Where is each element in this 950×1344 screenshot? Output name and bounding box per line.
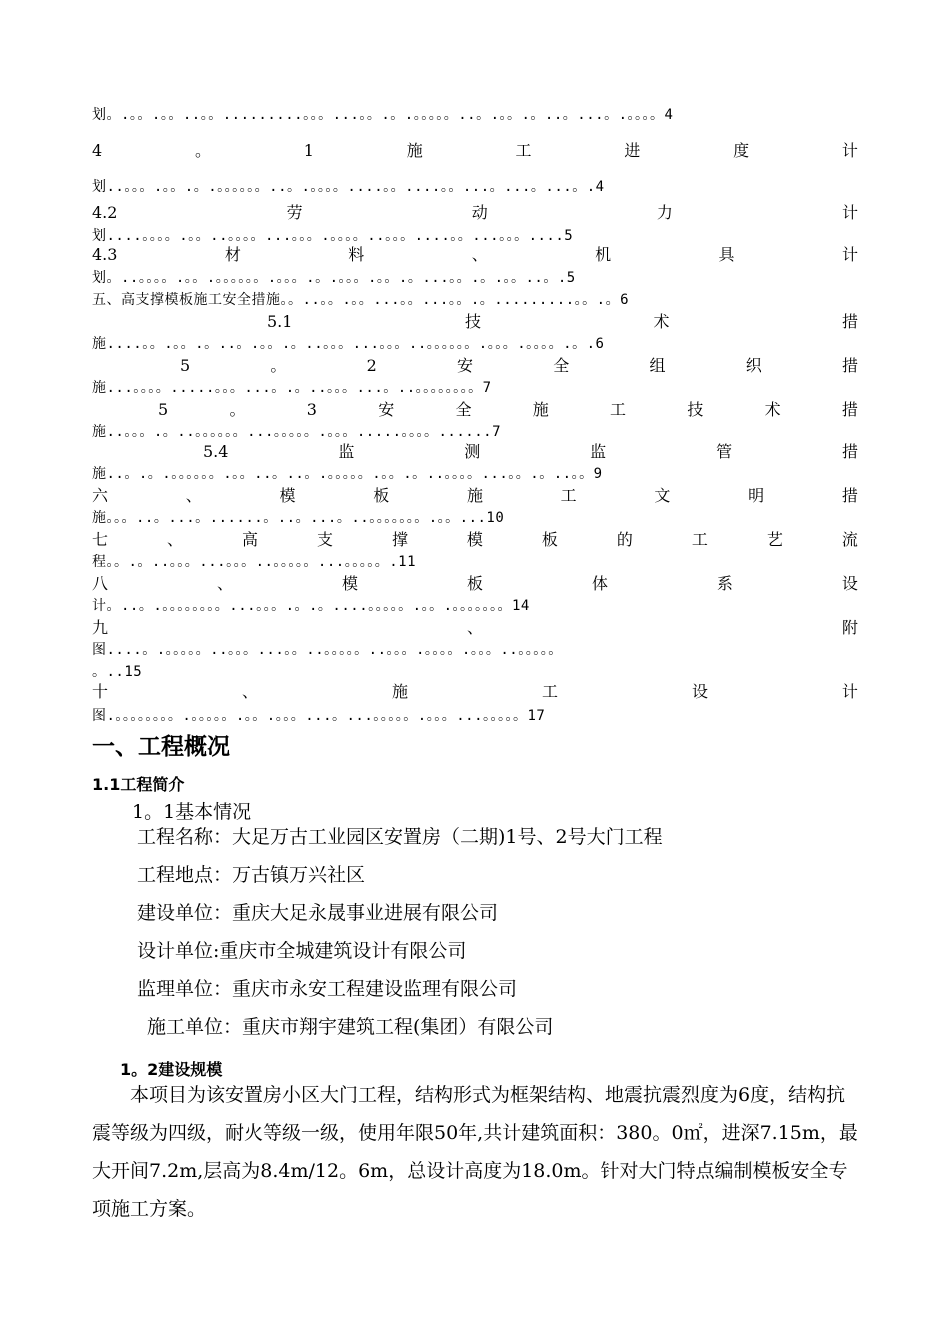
toc-leader-line: 图.。。。。。。。。.。。。。。.。。.。。。...。...。。。。。.。。。...。。。。。17 <box>92 708 546 724</box>
toc-word: 附 <box>841 618 858 637</box>
project-name: 工程名称：大足万古工业园区安置房（二期)1号、2号大门工程 <box>137 826 663 848</box>
toc-word: 、 <box>216 574 233 593</box>
toc-heading-row <box>92 203 858 223</box>
toc-word: 全 <box>455 400 472 419</box>
toc-word: 5 <box>158 400 169 419</box>
toc-word: 、 <box>466 618 483 637</box>
toc-word: 、 <box>166 530 183 549</box>
toc-word: 流 <box>841 530 858 549</box>
toc-word: 安 <box>378 400 395 419</box>
toc-word: 计 <box>841 245 858 264</box>
supervision-unit: 监理单位：重庆市永安工程建设监理有限公司 <box>137 978 518 1000</box>
toc-word: 板 <box>541 530 558 549</box>
toc-word: 施 <box>391 682 408 701</box>
basic-info-title: 1。1基本情况 <box>132 801 252 823</box>
toc-word: 劳 <box>286 203 303 222</box>
toc-word: 4.3 <box>92 245 118 264</box>
toc-word: 。 <box>194 141 211 160</box>
toc-word: 高 <box>241 530 258 549</box>
scale-paragraph: 本项目为该安置房小区大门工程，结构形式为框架结构、地震抗震烈度为6度，结构抗震等级为四级，耐火等级一级，使用年限50年,共计建筑面积：380。0㎡，进深7.15m，最大开间7.2m,层高为8.4m/12。6m，总设计高度为18.0m。针对大门特点编制模板安全专项施工方案。 <box>92 1084 858 1220</box>
toc-word: 工 <box>610 400 627 419</box>
toc-word: 措 <box>841 312 858 331</box>
toc-word: 安 <box>457 356 474 375</box>
toc-word: 技 <box>464 312 481 331</box>
toc-word: 体 <box>591 574 608 593</box>
toc-word: 十 <box>92 682 109 701</box>
toc-word: 1 <box>303 141 314 160</box>
project-location: 工程地点：万古镇万兴社区 <box>137 864 366 886</box>
toc-word: 施 <box>466 486 483 505</box>
subsection-title-1-1: 1.1工程简介 <box>92 775 185 794</box>
toc-word: 具 <box>718 245 735 264</box>
toc-leader-line: 划。.。。.。。..。。.........。。。...。。.。.。。。。。..。.。。.。..。...。.。。。。4 <box>92 107 674 123</box>
toc-leader-line: 程。。.。..。。。...。。。..。。。。。...。。。。。.11 <box>92 554 417 570</box>
toc-word: 模 <box>466 530 483 549</box>
toc-word: 4.2 <box>92 203 118 222</box>
toc-word: 料 <box>348 245 365 264</box>
design-unit: 设计单位:重庆市全城建筑设计有限公司 <box>137 940 467 962</box>
toc-word: 板 <box>373 486 390 505</box>
toc-word: 全 <box>553 356 570 375</box>
toc-word: 5.1 <box>267 312 293 331</box>
toc-word: 材 <box>224 245 241 264</box>
construction-unit: 建设单位：重庆大足永晟事业进展有限公司 <box>137 902 499 924</box>
toc-leader-line: 五、高支撑模板施工安全措施。。..。。.。。...。。...。。.。.........。。.。6 <box>92 292 630 308</box>
toc-word: 系 <box>716 574 733 593</box>
toc-heading-row <box>92 486 858 506</box>
toc-leader-line: 划。..。。。。.。。.。。。。。。.。。。.。.。。。.。。.。...。。.。.。。..。.5 <box>92 270 576 286</box>
toc-word: 工 <box>515 141 532 160</box>
toc-leader-line: 施...。。。。.....。。。...。.。..。。。...。..。。。。。。。。7 <box>92 380 492 396</box>
toc-word: 的 <box>616 530 633 549</box>
toc-word: 板 <box>466 574 483 593</box>
toc-word: 2 <box>366 356 377 375</box>
toc-leader-line: 施..。.。.。。。。。。.。。..。..。.。。。。。.。。.。..。。。。...。。.。..。。9 <box>92 466 603 482</box>
toc-word: 措 <box>841 356 858 375</box>
toc-word: 设 <box>841 574 858 593</box>
toc-heading-row <box>92 530 858 550</box>
toc-leader-line: 计。..。.。。。。。。。。...。。。.。.。....。。。。。.。。.。。。。。。。14 <box>92 598 530 614</box>
toc-word: 力 <box>656 203 673 222</box>
toc-word: 组 <box>649 356 666 375</box>
toc-word: 动 <box>471 203 488 222</box>
toc-heading-row <box>92 682 858 702</box>
toc-word: 计 <box>841 141 858 160</box>
toc-leader-line: 划....。。。。.。。..。。。。...。。。.。。。。..。。。....。。...。。。....5 <box>92 228 574 244</box>
toc-heading-row <box>92 141 858 161</box>
toc-word: 进 <box>624 141 641 160</box>
toc-word: 计 <box>841 682 858 701</box>
toc-word: 技 <box>687 400 704 419</box>
toc-word: 计 <box>841 203 858 222</box>
toc-word: 六 <box>92 486 109 505</box>
toc-leader-line: 划..。。。.。。.。.。。。。。。..。.。。。。....。。....。。...。...。...。.4 <box>92 179 605 195</box>
toc-word: 。 <box>270 356 287 375</box>
toc-heading-row <box>92 618 858 638</box>
toc-heading-row <box>92 574 858 594</box>
toc-word: 监 <box>338 442 355 461</box>
toc-word: 八 <box>92 574 109 593</box>
subsection-title-1-2: 1。2建设规模 <box>120 1060 223 1079</box>
toc-word: 织 <box>745 356 762 375</box>
toc-word: 、 <box>241 682 258 701</box>
toc-word: 文 <box>654 486 671 505</box>
toc-word: 施 <box>532 400 549 419</box>
toc-word: 术 <box>653 312 670 331</box>
toc-leader-line: 。..15 <box>92 664 143 680</box>
toc-word: 测 <box>464 442 481 461</box>
toc-word: 支 <box>316 530 333 549</box>
toc-word: 、 <box>471 245 488 264</box>
toc-word: 措 <box>841 486 858 505</box>
toc-word: 工 <box>560 486 577 505</box>
toc-word: 机 <box>595 245 612 264</box>
section-title: 一、工程概况 <box>92 734 230 760</box>
toc-leader-line: 施。。。..。...。......。..。...。..。。。。。。。.。。...10 <box>92 510 505 526</box>
toc-word: 施 <box>406 141 423 160</box>
toc-word: 模 <box>279 486 296 505</box>
toc-word: 5.4 <box>203 442 229 461</box>
toc-word: 设 <box>691 682 708 701</box>
toc-word: 术 <box>764 400 781 419</box>
toc-word: 4 <box>92 141 103 160</box>
toc-word: 5 <box>180 356 191 375</box>
toc-word: 管 <box>716 442 733 461</box>
toc-heading-row <box>92 356 858 376</box>
toc-word: 七 <box>92 530 109 549</box>
toc-word: 3 <box>306 400 317 419</box>
toc-word: 艺 <box>766 530 783 549</box>
toc-word: 明 <box>748 486 765 505</box>
toc-word: 监 <box>590 442 607 461</box>
toc-word: 措 <box>841 442 858 461</box>
toc-word: 工 <box>691 530 708 549</box>
toc-word: 。 <box>229 400 246 419</box>
toc-word: 度 <box>733 141 750 160</box>
toc-leader-line: 图....。.。。。。。..。。。...。。..。。。。。..。。。.。。。。.。。。..。。。。。 <box>92 642 563 658</box>
toc-word: 九 <box>92 618 109 637</box>
toc-word: 撑 <box>391 530 408 549</box>
toc-heading-row <box>92 400 858 420</box>
toc-word: 工 <box>541 682 558 701</box>
contractor-unit: 施工单位：重庆市翔宇建筑工程(集团）有限公司 <box>147 1016 554 1038</box>
toc-heading-row <box>92 312 858 332</box>
toc-word: 模 <box>341 574 358 593</box>
toc-leader-line: 施....。。.。。.。..。.。。.。..。。。...。。。..。。。。。。.。。。.。。。。.。.6 <box>92 336 605 352</box>
toc-word: 措 <box>841 400 858 419</box>
toc-heading-row <box>92 245 858 265</box>
toc-heading-row <box>92 442 858 462</box>
toc-leader-line: 施..。。。.。..。。。。。。...。。。。。.。。。.....。。。。......7 <box>92 424 502 440</box>
toc-word: 、 <box>185 486 202 505</box>
